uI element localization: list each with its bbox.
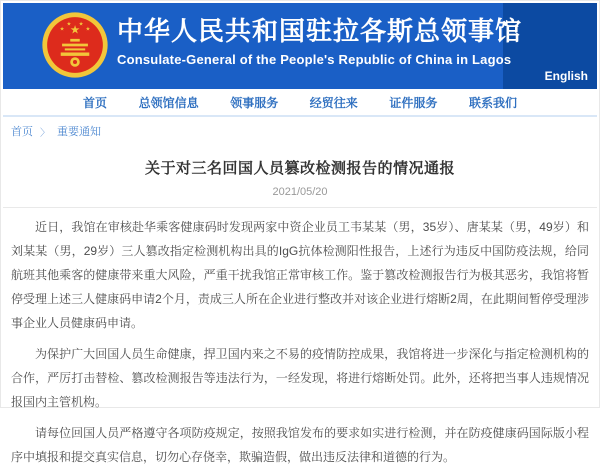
main-nav (3, 89, 597, 117)
breadcrumb (3, 117, 597, 145)
article-paragraph: 请每位回国人员严格遵守各项防疫规定，按照我馆发布的要求如实进行检测，并在防疫健康码国际版小程序中填报和提交真实信息，切勿心存侥幸，欺骗造假，做出违反法律和道德的行为。 (11, 426, 589, 464)
title-divider (3, 207, 597, 208)
article-paragraph: 为保护广大回国人员生命健康，捍卫国内来之不易的疫情防控成果，我馆将进一步深化与指定检测机构的合作，严厉打击替检、篡改检测报告等违法行为，一经发现，将进行熔断处罚。此外，还将把当事人违规情况报国内主管机构。 (11, 347, 589, 409)
article-paragraph: 近日，我馆在审核赴华乘客健康码时发现两家中资企业员工韦某某（男，35岁）、唐某某（男，49岁）和刘某某（男，29岁）三人篡改指定检测机构出具的IgG抗体检测阳性报告，上述行为违反中国防疫法规，给同航班其他乘客的健康带来重大风险，严重干扰我馆正常审核工作。鉴于篡改检测报告行为极其恶劣，我馆将暂停受理上述三人健康码申请2个月，责成三人所在企业进行整改并对该企业进行熔断2周，在此期间暂停受理涉事企业人员健康码申请。 (11, 220, 589, 330)
article-body (11, 215, 589, 469)
article (3, 145, 597, 469)
banner-titles (117, 16, 522, 67)
svg-text:★: ★ (66, 21, 72, 28)
svg-text:★: ★ (69, 24, 81, 37)
breadcrumb-current-link[interactable]: 重要通知 (57, 126, 101, 138)
language-toggle-english[interactable]: English (544, 69, 588, 83)
svg-text:★: ★ (85, 26, 91, 33)
article-title: 关于对三名回国人员篡改检测报告的情况通报 (144, 161, 455, 177)
nav-item-document-services[interactable]: 证件服务 (389, 95, 438, 110)
national-emblem-icon (41, 11, 109, 79)
site-banner (3, 3, 597, 89)
breadcrumb-home-link[interactable]: 首页 (11, 126, 33, 138)
nav-item-economic-trade[interactable]: 经贸往来 (309, 95, 358, 110)
svg-text:★: ★ (78, 21, 84, 28)
site-title-chinese: 中华人民共和国驻拉各斯总领事馆 (117, 16, 523, 46)
svg-text:★: ★ (59, 26, 65, 33)
article-date: 2021/05/20 (272, 186, 328, 198)
nav-item-home[interactable]: 首页 (83, 95, 108, 110)
site-title-english: Consulate-General of the People's Republic of China in Lagos (117, 52, 512, 67)
nav-item-consulate-info[interactable]: 总领馆信息 (138, 95, 199, 110)
breadcrumb-separator-icon: 〉 (40, 127, 50, 139)
nav-item-contact[interactable]: 联系我们 (468, 95, 517, 110)
nav-item-consular-services[interactable]: 领事服务 (230, 95, 279, 110)
